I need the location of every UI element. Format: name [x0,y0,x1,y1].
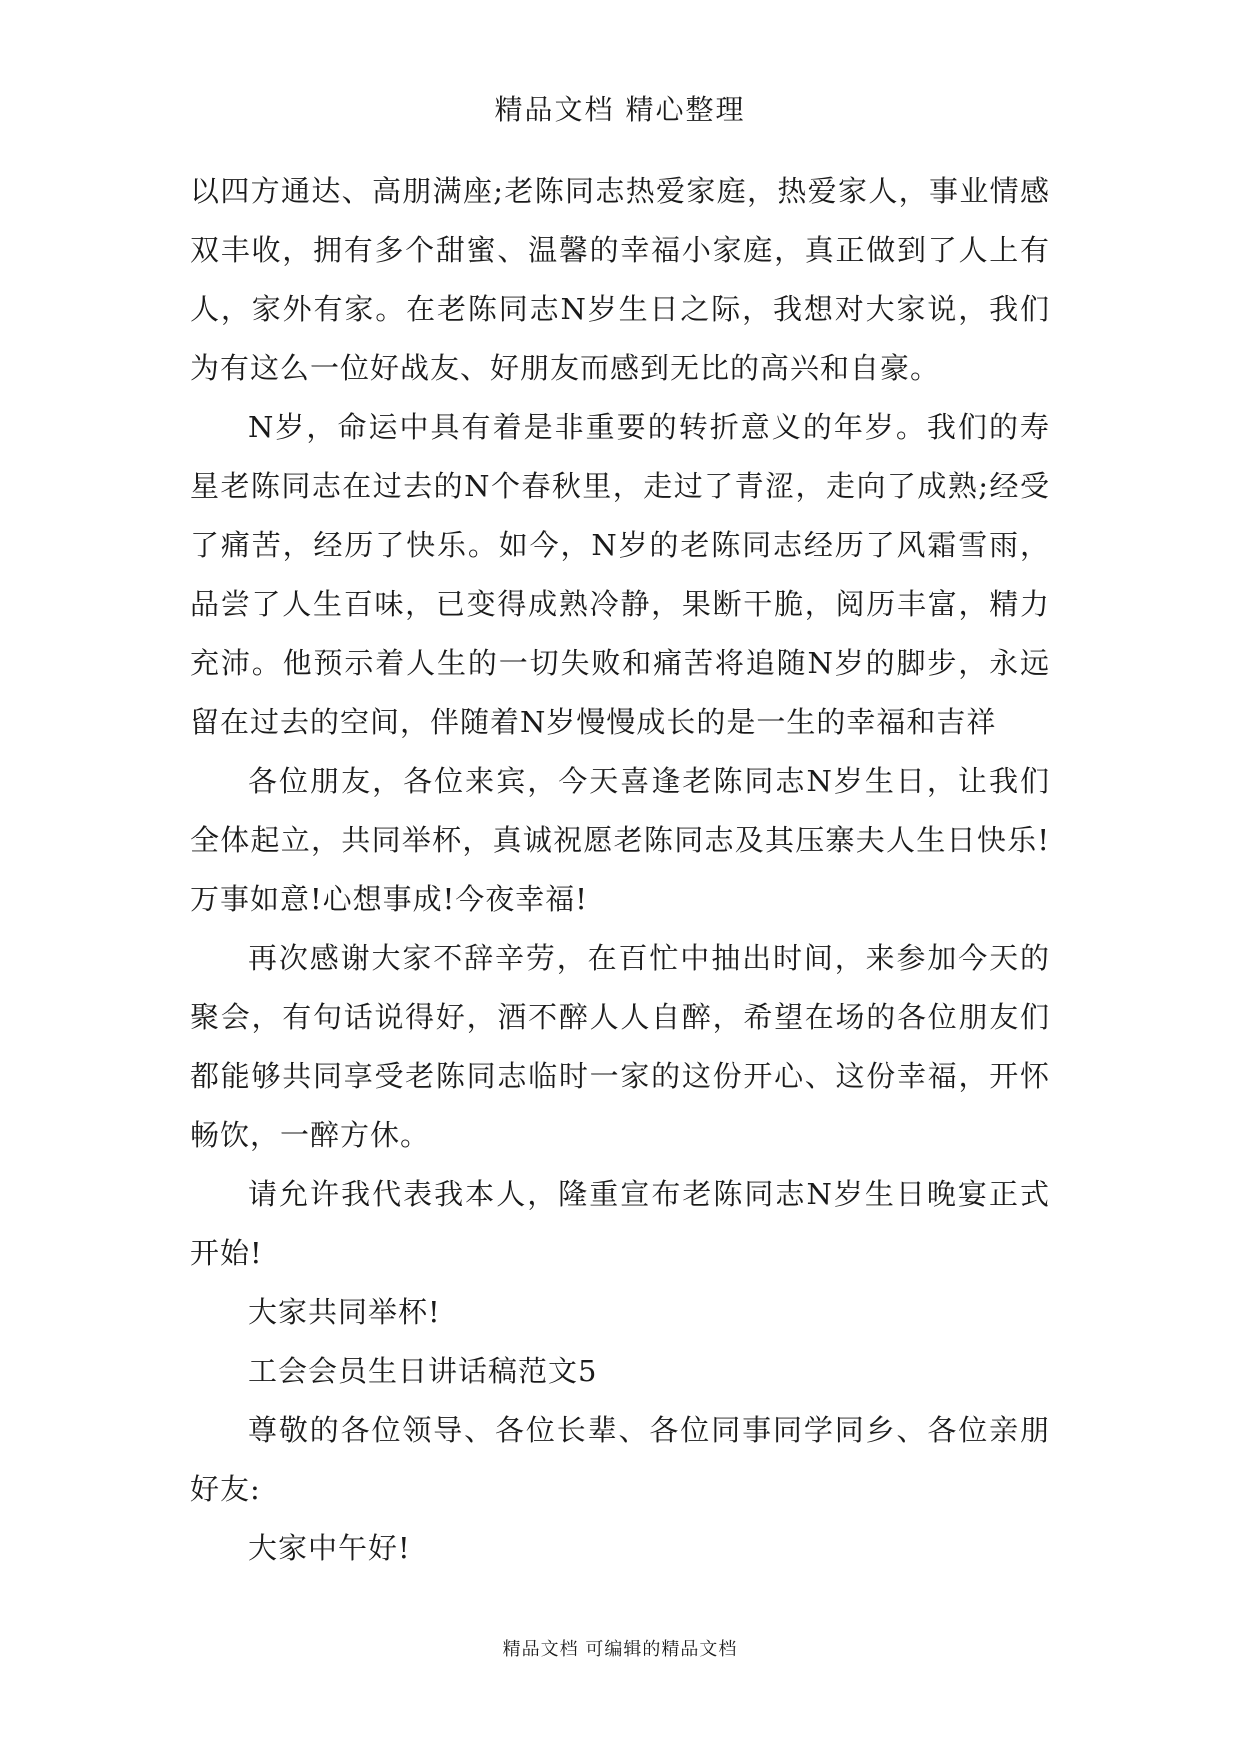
paragraph-1: 以四方通达、高朋满座;老陈同志热爱家庭，热爱家人，事业情感双丰收，拥有多个甜蜜、温馨的幸福小家庭，真正做到了人上有人，家外有家。在老陈同志N岁生日之际，我想对大家说，我们为有这么一位好战友、好朋友而感到无比的高兴和自豪。 [190,174,1050,385]
paragraph-4: 再次感谢大家不辞辛劳，在百忙中抽出时间，来参加今天的聚会，有句话说得好，酒不醉人人自醉，希望在场的各位朋友们都能够共同享受老陈同志临时一家的这份开心、这份幸福，开怀畅饮，一醉方休。 [190,941,1050,1152]
page-header: 精品文档 精心整理 [494,93,746,126]
salutation: 尊敬的各位领导、各位长辈、各位同事同学同乡、各位亲朋好友: [190,1413,1050,1506]
paragraph-5: 请允许我代表我本人，隆重宣布老陈同志N岁生日晚宴正式开始! [190,1177,1050,1270]
page-footer: 精品文档 可编辑的精品文档 [502,1639,738,1660]
document-body [190,162,1050,1578]
paragraph-6: 大家共同举杯! [248,1295,441,1329]
paragraph-2: N岁，命运中具有着是非重要的转折意义的年岁。我们的寿星老陈同志在过去的N个春秋里，走过了青涩，走向了成熟;经受了痛苦，经历了快乐。如今，N岁的老陈同志经历了风霜雪雨，品尝了人生百味，已变得成熟冷静，果断干脆，阅历丰富，精力充沛。他预示着人生的一切失败和痛苦将追随N岁的脚步，永远留在过去的空间，伴随着N岁慢慢成长的是一生的幸福和吉祥 [190,410,1050,739]
section-heading: 工会会员生日讲话稿范文5 [248,1354,598,1388]
paragraph-3: 各位朋友，各位来宾，今天喜逢老陈同志N岁生日，让我们全体起立，共同举杯，真诚祝愿老陈同志及其压寨夫人生日快乐!万事如意!心想事成!今夜幸福! [190,764,1050,916]
greeting: 大家中午好! [248,1531,411,1565]
